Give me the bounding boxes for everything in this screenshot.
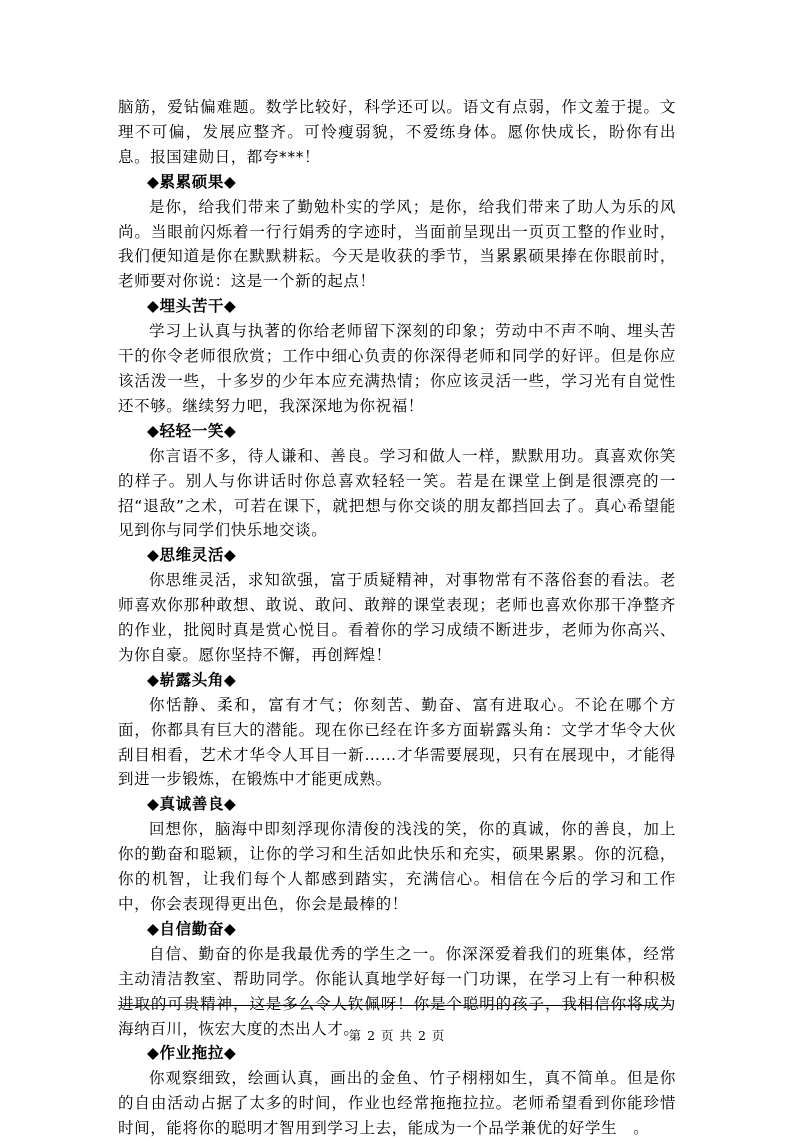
section-heading: ◆崭露头角◆ xyxy=(147,670,237,689)
section-paragraph: 你恬静、柔和，富有才气；你刻苦、勤奋、富有进取心。不论在哪个方面，你都具有巨大的潜能。现在你已经在许多方面崭露头角：文学才华令大伙刮目相看，艺术才华令人耳目一新……才华需要展现，只有在展现中，才能得到进一步锻炼，在锻炼中才能更成熟。 xyxy=(118,695,676,789)
intro-paragraph: 脑筋，爱钻偏难题。数学比较好，科学还可以。语文有点弱，作文羞于提。文理不可偏，发展应整齐。可怜瘦弱貌，不爱练身体。愿你快成长，盼你有出息。报国建勋日，都夸***！ xyxy=(118,98,676,166)
section-paragraph: 你观察细致，绘画认真，画出的金鱼、竹子栩栩如生，真不简单。但是你的自由活动占据了太多的时间，作业也经常拖拖拉拉。老师希望看到你能珍惜时间，能将你的聪明才智用到学习上去，能成为一个品学兼优的好学生 。 xyxy=(118,1069,676,1138)
section-heading: ◆真诚善良◆ xyxy=(147,795,237,814)
page-body xyxy=(118,95,676,1141)
section-paragraph: 你思维灵活，求知欲强，富于质疑精神，对事物常有不落俗套的看法。老师喜欢你那种敢想、敢说、敢问、敢辩的课堂表现；老师也喜欢你那干净整齐的作业，批阅时真是赏心悦目。看着你的学习成绩不断进步，老师为你高兴、为你自豪。愿你坚持不懈，再创辉煌！ xyxy=(118,571,676,664)
section-paragraph: 学习上认真与执著的你给老师留下深刻的印象；劳动中不声不响、埋头苦干的你令老师很欣赏；工作中细心负责的你深得老师和同学的好评。但是你应该活泼一些，十多岁的少年本应充满热情；你应该灵活一些，学习光有自觉性还不够。继续努力吧，我深深地为你祝福！ xyxy=(118,322,676,415)
page-number: 第 2 页 共 2 页 xyxy=(348,1028,446,1043)
section-heading: ◆累累硕果◆ xyxy=(147,172,237,191)
section-paragraph: 自信、勤奋的你是我最优秀的学生之一。你深深爱着我们的班集体，经常主动清洁教室、帮助同学。你能认真地学好每一门功课，在学习上有一种积极进取的可贵精神，这是多么令人钦佩呀！你是个聪明的孩子，我相信你将成为海纳百川，恢宏大度的杰出人才。 xyxy=(118,944,676,1038)
section-heading: ◆埋头苦干◆ xyxy=(147,297,237,316)
section-heading: ◆轻轻一笑◆ xyxy=(147,421,237,440)
section-paragraph: 是你，给我们带来了勤勉朴实的学风；是你，给我们带来了助人为乐的风尚。当眼前闪烁着一行行娟秀的字迹时，当面前呈现出一页页工整的作业时，我们便知道是你在默默耕耘。今天是收获的季节，当累累硕果捧在你眼前时，老师要对你说：这是一个新的起点！ xyxy=(118,197,676,291)
section-paragraph: 回想你，脑海中即刻浮现你清俊的浅浅的笑，你的真诚，你的善良，加上你的勤奋和聪颖，让你的学习和生活如此快乐和充实，硕果累累。你的沉稳，你的机智，让我们每个人都感到踏实，充满信心。相信在今后的学习和工作中，你会表现得更出色，你会是最棒的！ xyxy=(118,820,676,913)
section-heading: ◆思维灵活◆ xyxy=(147,546,237,565)
section-paragraph: 你言语不多，待人谦和、善良。学习和做人一样，默默用功。真喜欢你笑的样子。别人与你讲话时你总喜欢轻轻一笑。若是在课堂上倒是很漂亮的一招“退敌”之术，可若在课下，就把想与你交谈的朋友都挡回去了。真心希望能见到你与同学们快乐地交谈。 xyxy=(118,446,676,540)
section-heading: ◆自信勤奋◆ xyxy=(147,919,237,938)
footer-divider xyxy=(118,1005,671,1006)
section-heading: ◆作业拖拉◆ xyxy=(147,1044,237,1063)
